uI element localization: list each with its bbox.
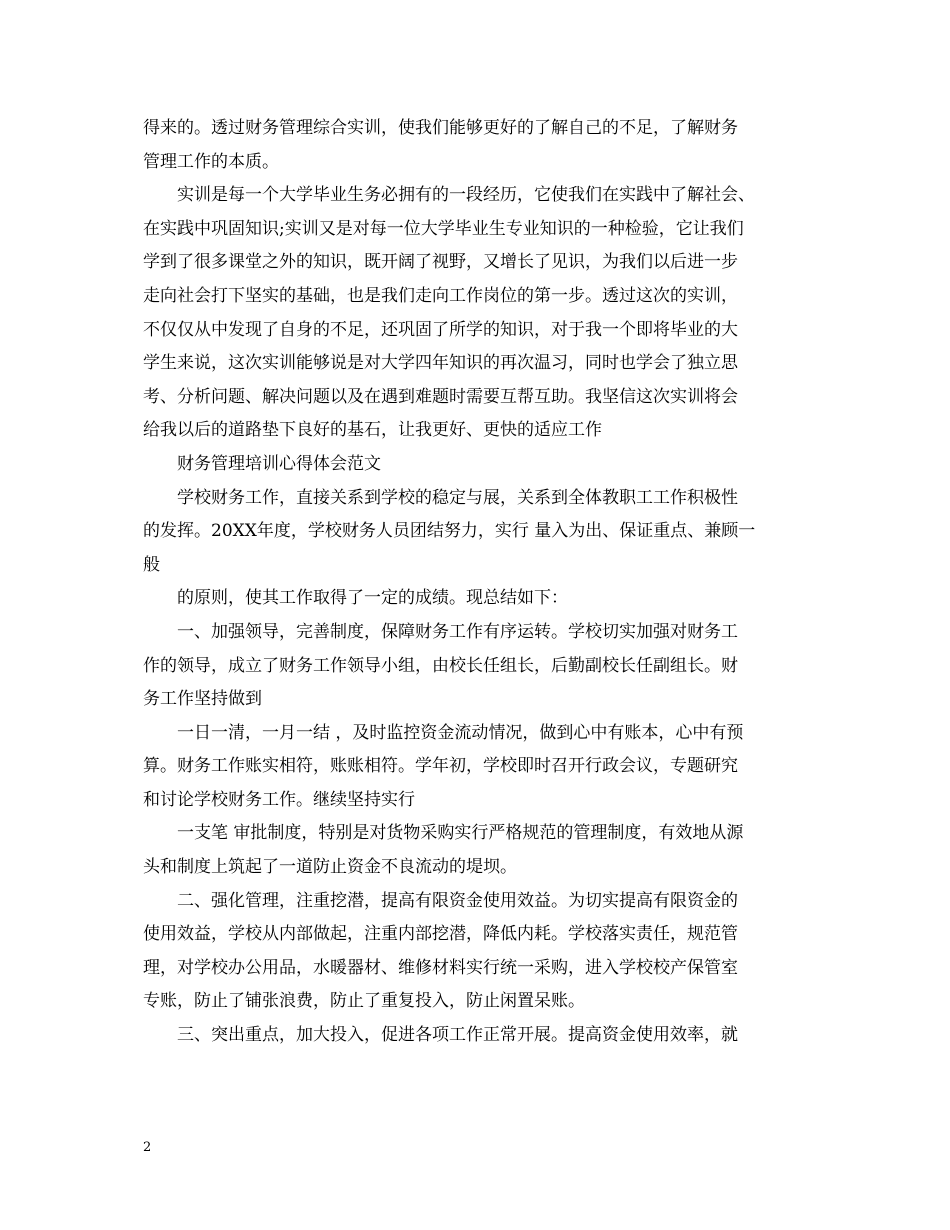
section-title: 财务管理培训心得体会范文: [177, 453, 381, 474]
text-line: 一支笔 审批制度，特别是对货物采购实行严格规范的管理制度，有效地从源: [177, 823, 744, 844]
text-line: 专账，防止了铺张浪费，防止了重复投入，防止闲置呆账。: [143, 991, 585, 1012]
text-line: 作的领导，成立了财务工作领导小组，由校长任组长，后勤副校长任副组长。财: [143, 655, 738, 676]
text-line: 务工作坚持做到: [143, 689, 262, 710]
text-line: 管理工作的本质。: [143, 151, 279, 172]
text-line: 使用效益，学校从内部做起，注重内部挖潜，降低内耗。学校落实责任，规范管: [143, 924, 738, 945]
text-line: 实训是每一个大学毕业生务必拥有的一段经历，它使我们在实践中了解社会、: [177, 185, 755, 206]
text-line: 学校财务工作，直接关系到学校的稳定与展，关系到全体教职工工作积极性: [177, 487, 738, 508]
text-line: 不仅仅从中发现了自身的不足，还巩固了所学的知识，对于我一个即将毕业的大: [143, 319, 738, 340]
document-body: [143, 112, 827, 1053]
text-line: 三、突出重点，加大投入，促进各项工作正常开展。提高资金使用效率，就: [177, 1025, 738, 1046]
text-line: 一日一清，一月一结 ，及时监控资金流动情况，做到心中有账本，心中有预: [177, 722, 744, 743]
text-line: 在实践中巩固知识;实训又是对每一位大学毕业生专业知识的一种检验，它让我们: [143, 218, 744, 239]
text-line: 走向社会打下坚实的基础，也是我们走向工作岗位的第一步。透过这次的实训，: [143, 285, 738, 306]
text-line: 般: [143, 554, 160, 575]
text-line: 头和制度上筑起了一道防止资金不良流动的堤坝。: [143, 857, 517, 878]
page-number: 2: [143, 1140, 152, 1155]
text-line: 考、分析问题、解决问题以及在遇到难题时需要互帮互助。我坚信这次实训将会: [143, 386, 738, 407]
text-line: 学生来说，这次实训能够说是对大学四年知识的再次温习，同时也学会了独立思: [143, 353, 738, 374]
text-line: 算。财务工作账实相符，账账相符。学年初，学校即时召开行政会议，专题研究: [143, 756, 738, 777]
text-line: 给我以后的道路垫下良好的基石，让我更好、更快的适应工作: [143, 420, 602, 441]
text-line: 二、强化管理，注重挖潜，提高有限资金使用效益。为切实提高有限资金的: [177, 890, 738, 911]
text-line: 的原则，使其工作取得了一定的成绩。现总结如下：: [177, 588, 568, 609]
text-line: 一、加强领导，完善制度，保障财务工作有序运转。学校切实加强对财务工: [177, 621, 738, 642]
text-line: 的发挥。20XX年度，学校财务人员团结努力，实行 量入为出、保证重点、兼顾一: [143, 521, 756, 542]
text-line: 得来的。透过财务管理综合实训，使我们能够更好的了解自己的不足，了解财务: [143, 118, 738, 138]
text-line: 和讨论学校财务工作。继续坚持实行: [143, 789, 415, 810]
text-line: 理，对学校办公用品，水暖器材、维修材料实行统一采购，进入学校校产保管室: [143, 957, 738, 978]
text-line: 学到了很多课堂之外的知识，既开阔了视野，又增长了见识，为我们以后进一步: [143, 252, 738, 273]
